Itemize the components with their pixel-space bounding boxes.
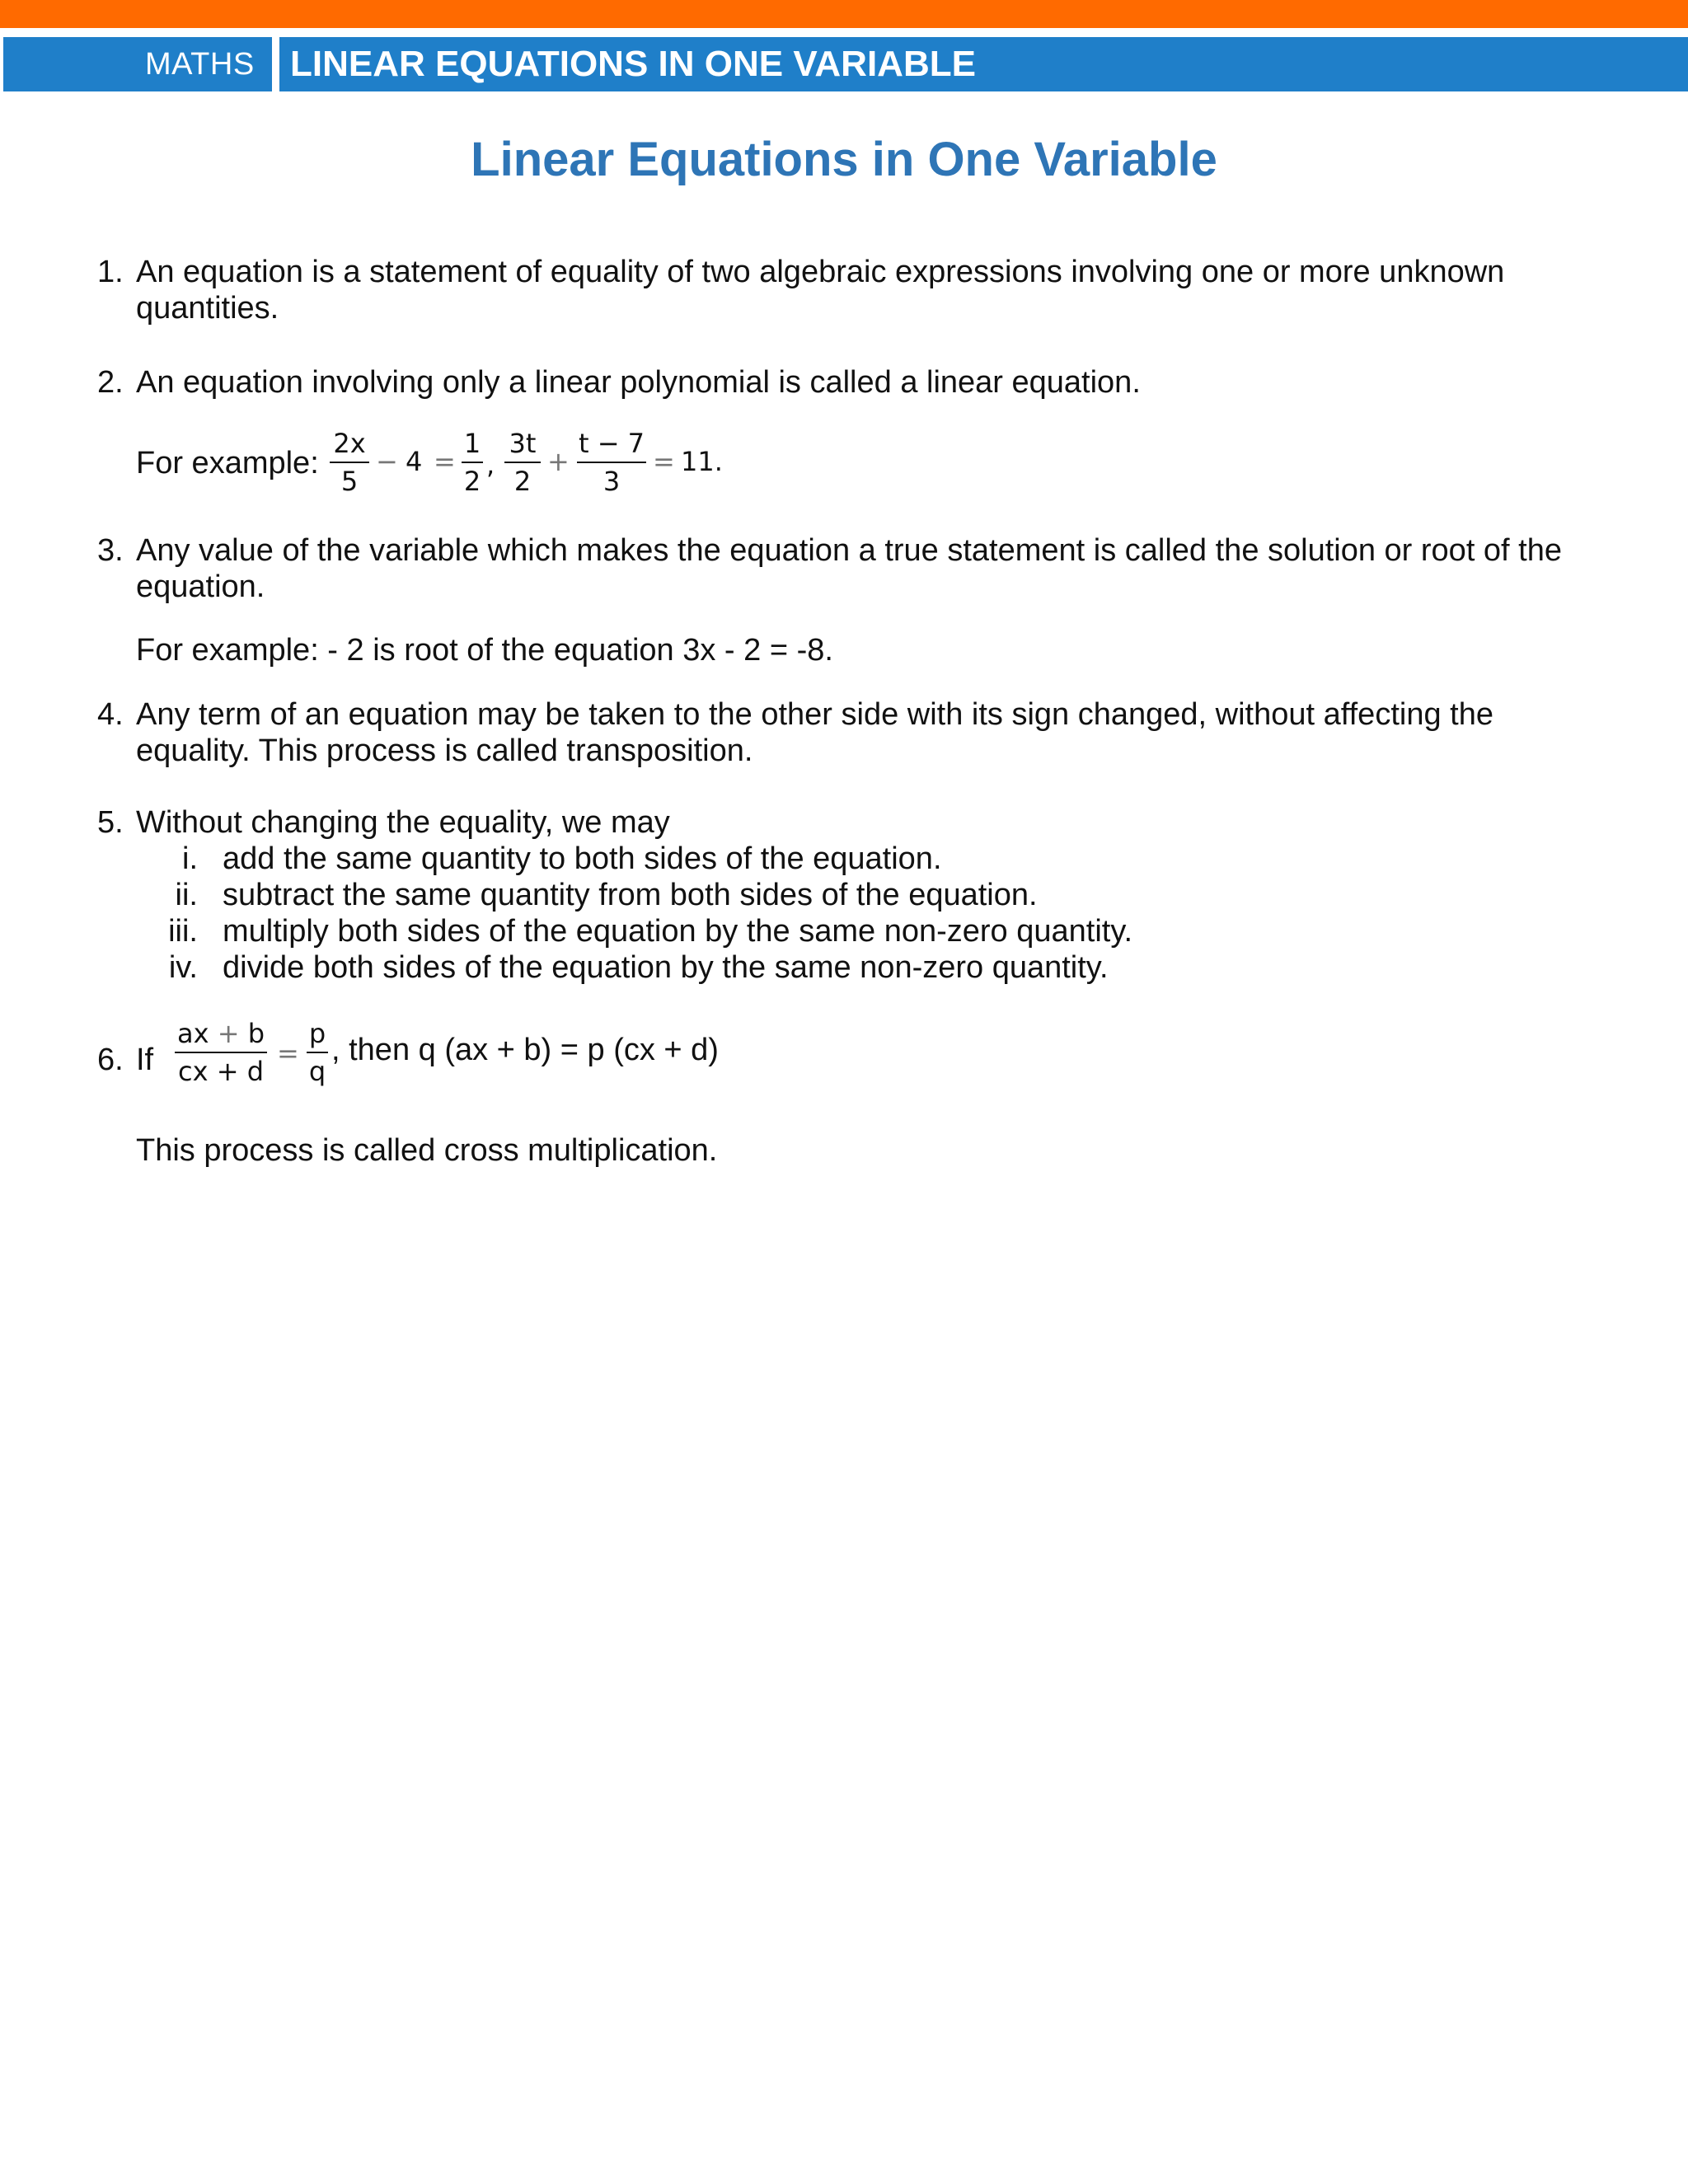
item-4-number: 4. <box>97 697 124 732</box>
plus-sign: + <box>547 446 570 477</box>
equals-sign: = <box>434 446 456 477</box>
comma: , <box>486 449 495 480</box>
numerator-b: b <box>247 1018 265 1049</box>
subitem-marker: i. <box>182 841 198 876</box>
denominator: cx + d <box>178 1056 264 1087</box>
denominator: 2 <box>463 466 481 497</box>
item-5-text: Without changing the equality, we may <box>136 805 670 840</box>
fraction-3t-over-2 <box>504 427 541 498</box>
fraction-ax-plus-b-over-cx-plus-d <box>175 1017 267 1088</box>
fraction-2x-over-5 <box>330 427 369 498</box>
item-6-then-text: , then q (ax + b) = p (cx + d) <box>331 1033 719 1067</box>
fraction-bar <box>307 1052 328 1053</box>
item-3-line-2: equation. <box>136 569 265 604</box>
denominator: q <box>308 1056 326 1087</box>
equals-sign-2: = <box>653 446 675 477</box>
example-equation <box>330 427 758 501</box>
fraction-bar <box>175 1052 267 1053</box>
fraction-bar <box>330 462 369 463</box>
item-2-text: An equation involving only a linear polynomial is called a linear equation. <box>136 365 1141 400</box>
denominator: 2 <box>513 466 532 497</box>
subitem-text: subtract the same quantity from both sides of the equation. <box>223 878 1038 912</box>
fraction-bar <box>462 462 483 463</box>
item-3-number: 3. <box>97 533 124 568</box>
item-6-if: If <box>136 1043 154 1077</box>
page-title: Linear Equations in One Variable <box>471 133 1217 186</box>
subitem-marker: iii. <box>168 914 198 949</box>
item-5-number: 5. <box>97 805 124 840</box>
top-accent-bar <box>0 0 1688 28</box>
fraction-t-minus-7-over-3 <box>577 427 646 498</box>
plus-sign: + <box>217 1018 240 1049</box>
numerator-ax: ax <box>176 1018 209 1049</box>
subitem-text: multiply both sides of the equation by the same non-zero quantity. <box>223 914 1133 949</box>
fraction-bar <box>504 462 541 463</box>
item-6-number: 6. <box>97 1043 124 1077</box>
numerator: 3t <box>509 428 537 459</box>
item-1-number: 1. <box>97 255 124 289</box>
fraction-1-over-2 <box>462 427 483 498</box>
header-divider <box>272 37 279 91</box>
item-4-line-2: equality. This process is called transposition. <box>136 733 753 768</box>
subitem-text: add the same quantity to both sides of the equation. <box>223 841 942 876</box>
numerator: 1 <box>463 428 481 459</box>
subitem-marker: ii. <box>175 878 198 912</box>
subitem-text: divide both sides of the equation by the same non-zero quantity. <box>223 950 1109 985</box>
chapter-label: LINEAR EQUATIONS IN ONE VARIABLE <box>290 44 976 84</box>
item-3-line-1: Any value of the variable which makes the equation a true statement is called the solution or root of the <box>136 533 1563 568</box>
denominator: 3 <box>603 466 621 497</box>
fraction-p-over-q <box>307 1017 328 1088</box>
fraction-bar <box>577 462 646 463</box>
cross-multiplication-equation <box>175 1017 356 1099</box>
constant-four: 4 <box>406 446 423 477</box>
subitem-marker: iv. <box>168 950 198 985</box>
equals-sign: = <box>277 1038 299 1069</box>
numerator: p <box>308 1018 326 1049</box>
numerator: t − 7 <box>578 428 645 459</box>
item-3-example: For example: - 2 is root of the equation 3x - 2 = -8. <box>136 633 833 668</box>
denominator: 5 <box>340 466 359 497</box>
item-4-line-1: Any term of an equation may be taken to the other side with its sign changed, without affecting the <box>136 697 1493 732</box>
rhs-eleven: 11. <box>681 446 723 477</box>
numerator: 2x <box>333 428 366 459</box>
item-6-footer: This process is called cross multiplication. <box>136 1133 718 1168</box>
item-2-number: 2. <box>97 365 124 400</box>
numerator <box>175 1017 267 1050</box>
item-2-example-label: For example: <box>136 446 319 480</box>
item-1-line-1: An equation is a statement of equality of two algebraic expressions involving one or more unknown <box>136 255 1505 289</box>
subject-label: MATHS <box>145 47 255 82</box>
item-1-line-2: quantities. <box>136 291 279 326</box>
minus-sign: − <box>376 446 398 477</box>
